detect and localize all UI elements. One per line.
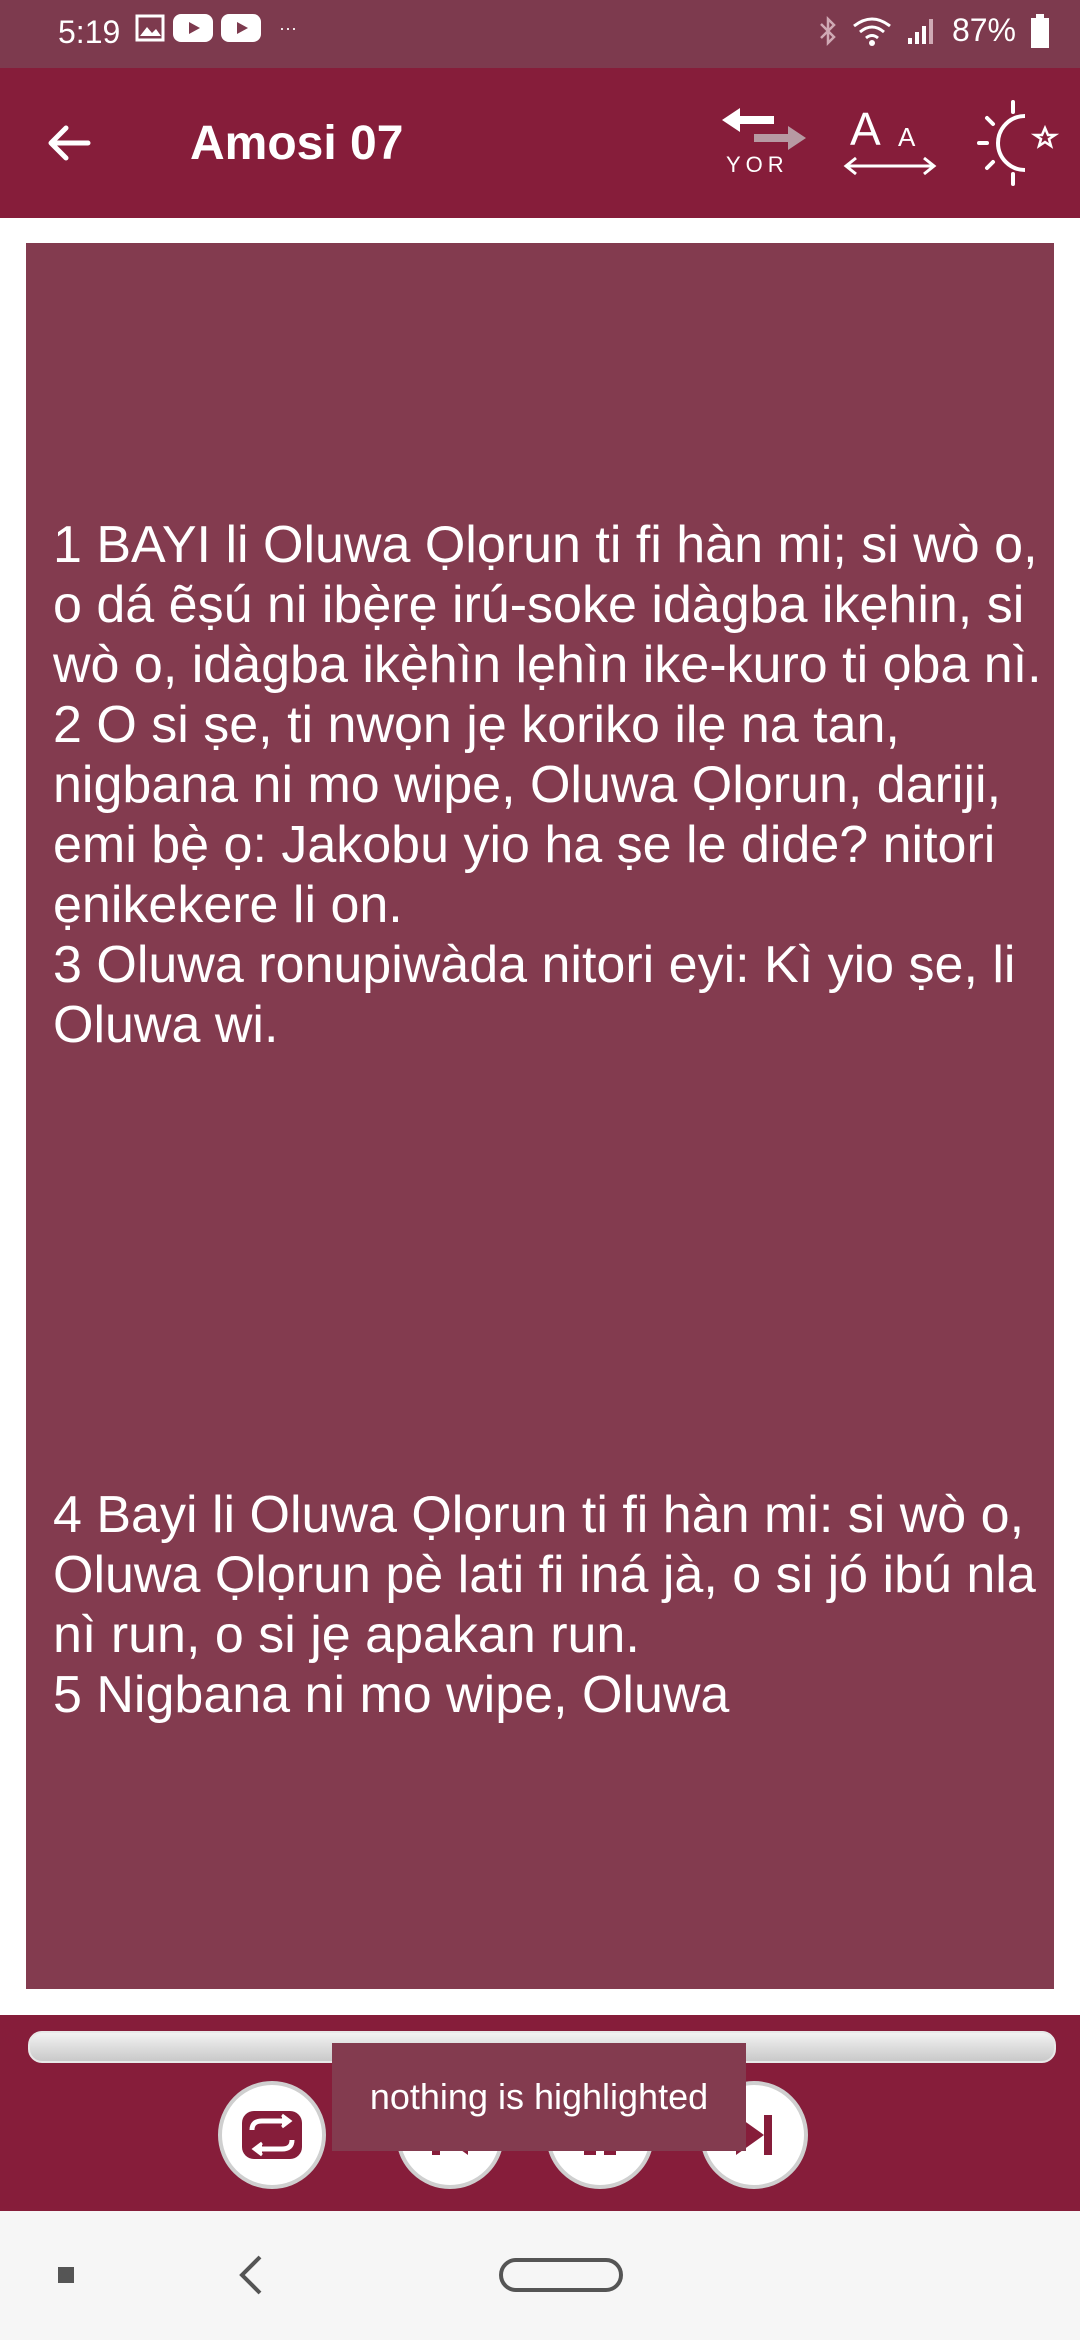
verse-block-1-3: 1 BAYI li Oluwa Ọlọrun ti fi hàn mi; si wò o, o dá ẽṣú ni ibẹ̀rẹ irú-soke idàgba ikẹhin, si wò o, idàgba ikẹ̀hìn lẹhìn ike-kuro ti ọba nì. 2 O si ṣe, ti nwọn jẹ koriko ilẹ na tan, nigbana ni mo wipe, Oluwa Ọlọrun, dariji, emi bẹ̀ ọ: Jakobu yio ha ṣe le dide? nitori ẹnikekere li on. 3 Oluwa ronupiwàda nitori eyi: Kì yio ṣe, li Oluwa wi. xyxy=(53,516,1042,1054)
app-bar xyxy=(0,68,1080,218)
scripture-text xyxy=(53,395,1053,1845)
repeat-icon xyxy=(222,2085,322,2185)
system-back-icon[interactable] xyxy=(236,2253,266,2297)
repeat-button[interactable] xyxy=(218,2081,326,2189)
youtube-icon xyxy=(173,14,213,42)
signal-icon xyxy=(906,16,938,46)
system-nav-bar xyxy=(0,2211,1080,2340)
status-time: 5:19 xyxy=(58,14,121,50)
font-size-small-glyph: A xyxy=(898,122,916,152)
system-indicators xyxy=(818,12,1050,49)
toast-message xyxy=(332,2043,746,2151)
recents-icon[interactable] xyxy=(56,2265,76,2285)
notification-icons xyxy=(135,14,297,42)
arrow-left-icon xyxy=(40,113,100,173)
chapter-title: Amosi 07 xyxy=(190,117,404,170)
scripture-panel[interactable] xyxy=(26,243,1054,1989)
font-size-button[interactable] xyxy=(840,98,940,188)
battery-icon xyxy=(1030,14,1050,48)
bluetooth-icon xyxy=(818,15,838,47)
back-button[interactable] xyxy=(40,113,110,173)
font-size-large-glyph: A xyxy=(850,103,881,155)
spacer xyxy=(53,1175,1053,1365)
swap-arrows-icon xyxy=(718,108,810,152)
wifi-icon xyxy=(852,16,892,46)
youtube-icon xyxy=(221,14,261,42)
language-label: YOR xyxy=(726,152,789,177)
image-icon xyxy=(135,14,165,42)
status-bar xyxy=(0,0,1080,68)
language-switch-button[interactable] xyxy=(718,108,810,180)
verse-block-4-5: 4 Bayi li Oluwa Ọlọrun ti fi hàn mi: si wò o, Oluwa Ọlọrun pè lati fi iná jà, o si jó ibú nla nì run, o si jẹ apakan run. 5 Nigbana ni mo wipe, Oluwa xyxy=(53,1486,1036,1724)
toast-text: nothing is highlighted xyxy=(369,2076,709,2117)
more-notifications-icon: ··· xyxy=(279,17,297,38)
resize-arrow-icon xyxy=(840,154,940,178)
day-night-icon xyxy=(975,98,1065,188)
home-icon[interactable] xyxy=(498,2255,626,2295)
night-mode-button[interactable] xyxy=(975,98,1065,188)
battery-percent: 87% xyxy=(951,12,1016,48)
